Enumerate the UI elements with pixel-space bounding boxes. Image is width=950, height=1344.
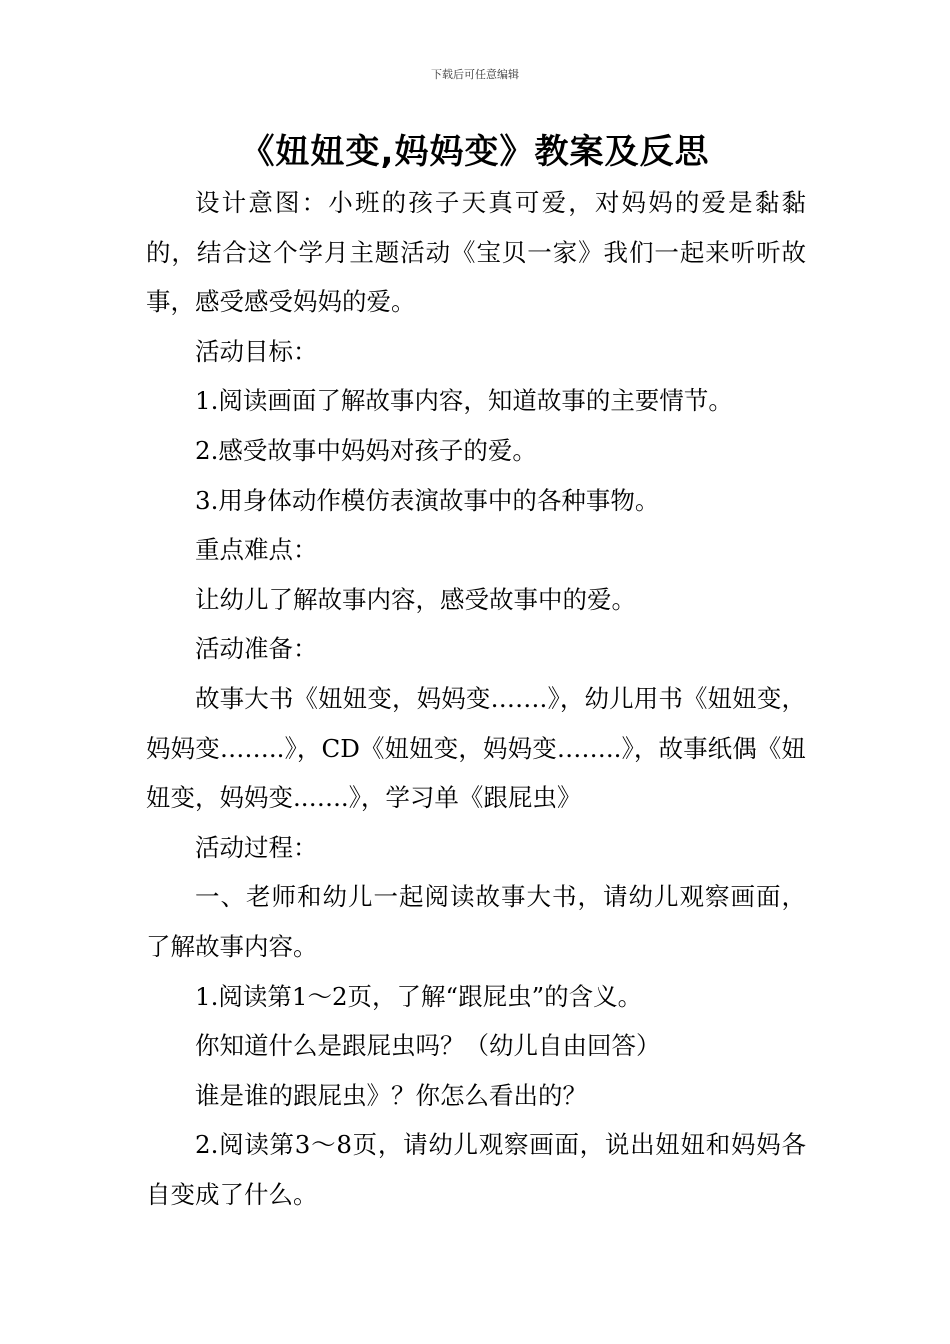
paragraph-process-step-1: 一、老师和幼儿一起阅读故事大书，请幼儿观察画面，了解故事内容。	[146, 882, 806, 961]
paragraph-question-2: 谁是谁的跟屁虫》？你怎么看出的？	[195, 1080, 587, 1110]
paragraph-goal-2: 2.感受故事中妈妈对孩子的爱。	[195, 435, 537, 465]
header-note: 下载后可任意编辑	[431, 68, 519, 81]
paragraph-read-pages-3-8: 2.阅读第3～8页，请幼儿观察画面，说出妞妞和妈妈各自变成了什么。	[146, 1130, 806, 1209]
paragraph-preparation-heading: 活动准备：	[195, 634, 318, 664]
paragraph-question-1: 你知道什么是跟屁虫吗？（幼儿自由回答）	[195, 1031, 661, 1061]
paragraph-preparation: 故事大书《妞妞变，妈妈变…….》，幼儿用书《妞妞变，妈妈变……..》，CD《妞妞变，妈妈变……..》，故事纸偶《妞妞变，妈妈变..…..》，学习单《跟屁虫》	[146, 683, 806, 813]
document-title: 《妞妞变,妈妈变》教案及反思	[240, 132, 710, 172]
paragraph-goal-3: 3.用身体动作模仿表演故事中的各种事物。	[195, 485, 660, 515]
paragraph-process-heading: 活动过程：	[195, 832, 318, 862]
paragraph-goals-heading: 活动目标：	[195, 336, 318, 366]
paragraph-key-points-heading: 重点难点：	[195, 535, 318, 565]
paragraph-design-intent: 设计意图：小班的孩子天真可爱，对妈妈的爱是黏黏的，结合这个学月主题活动《宝贝一家》我们一起来听听故事，感受感受妈妈的爱。	[146, 188, 806, 317]
paragraph-goal-1: 1.阅读画面了解故事内容，知道故事的主要情节。	[195, 386, 733, 416]
paragraph-read-pages-1-2: 1.阅读第1～2页，了解“跟屁虫”的含义。	[195, 981, 643, 1011]
document-body	[146, 178, 806, 1219]
paragraph-key-points: 让幼儿了解故事内容，感受故事中的爱。	[195, 584, 636, 614]
